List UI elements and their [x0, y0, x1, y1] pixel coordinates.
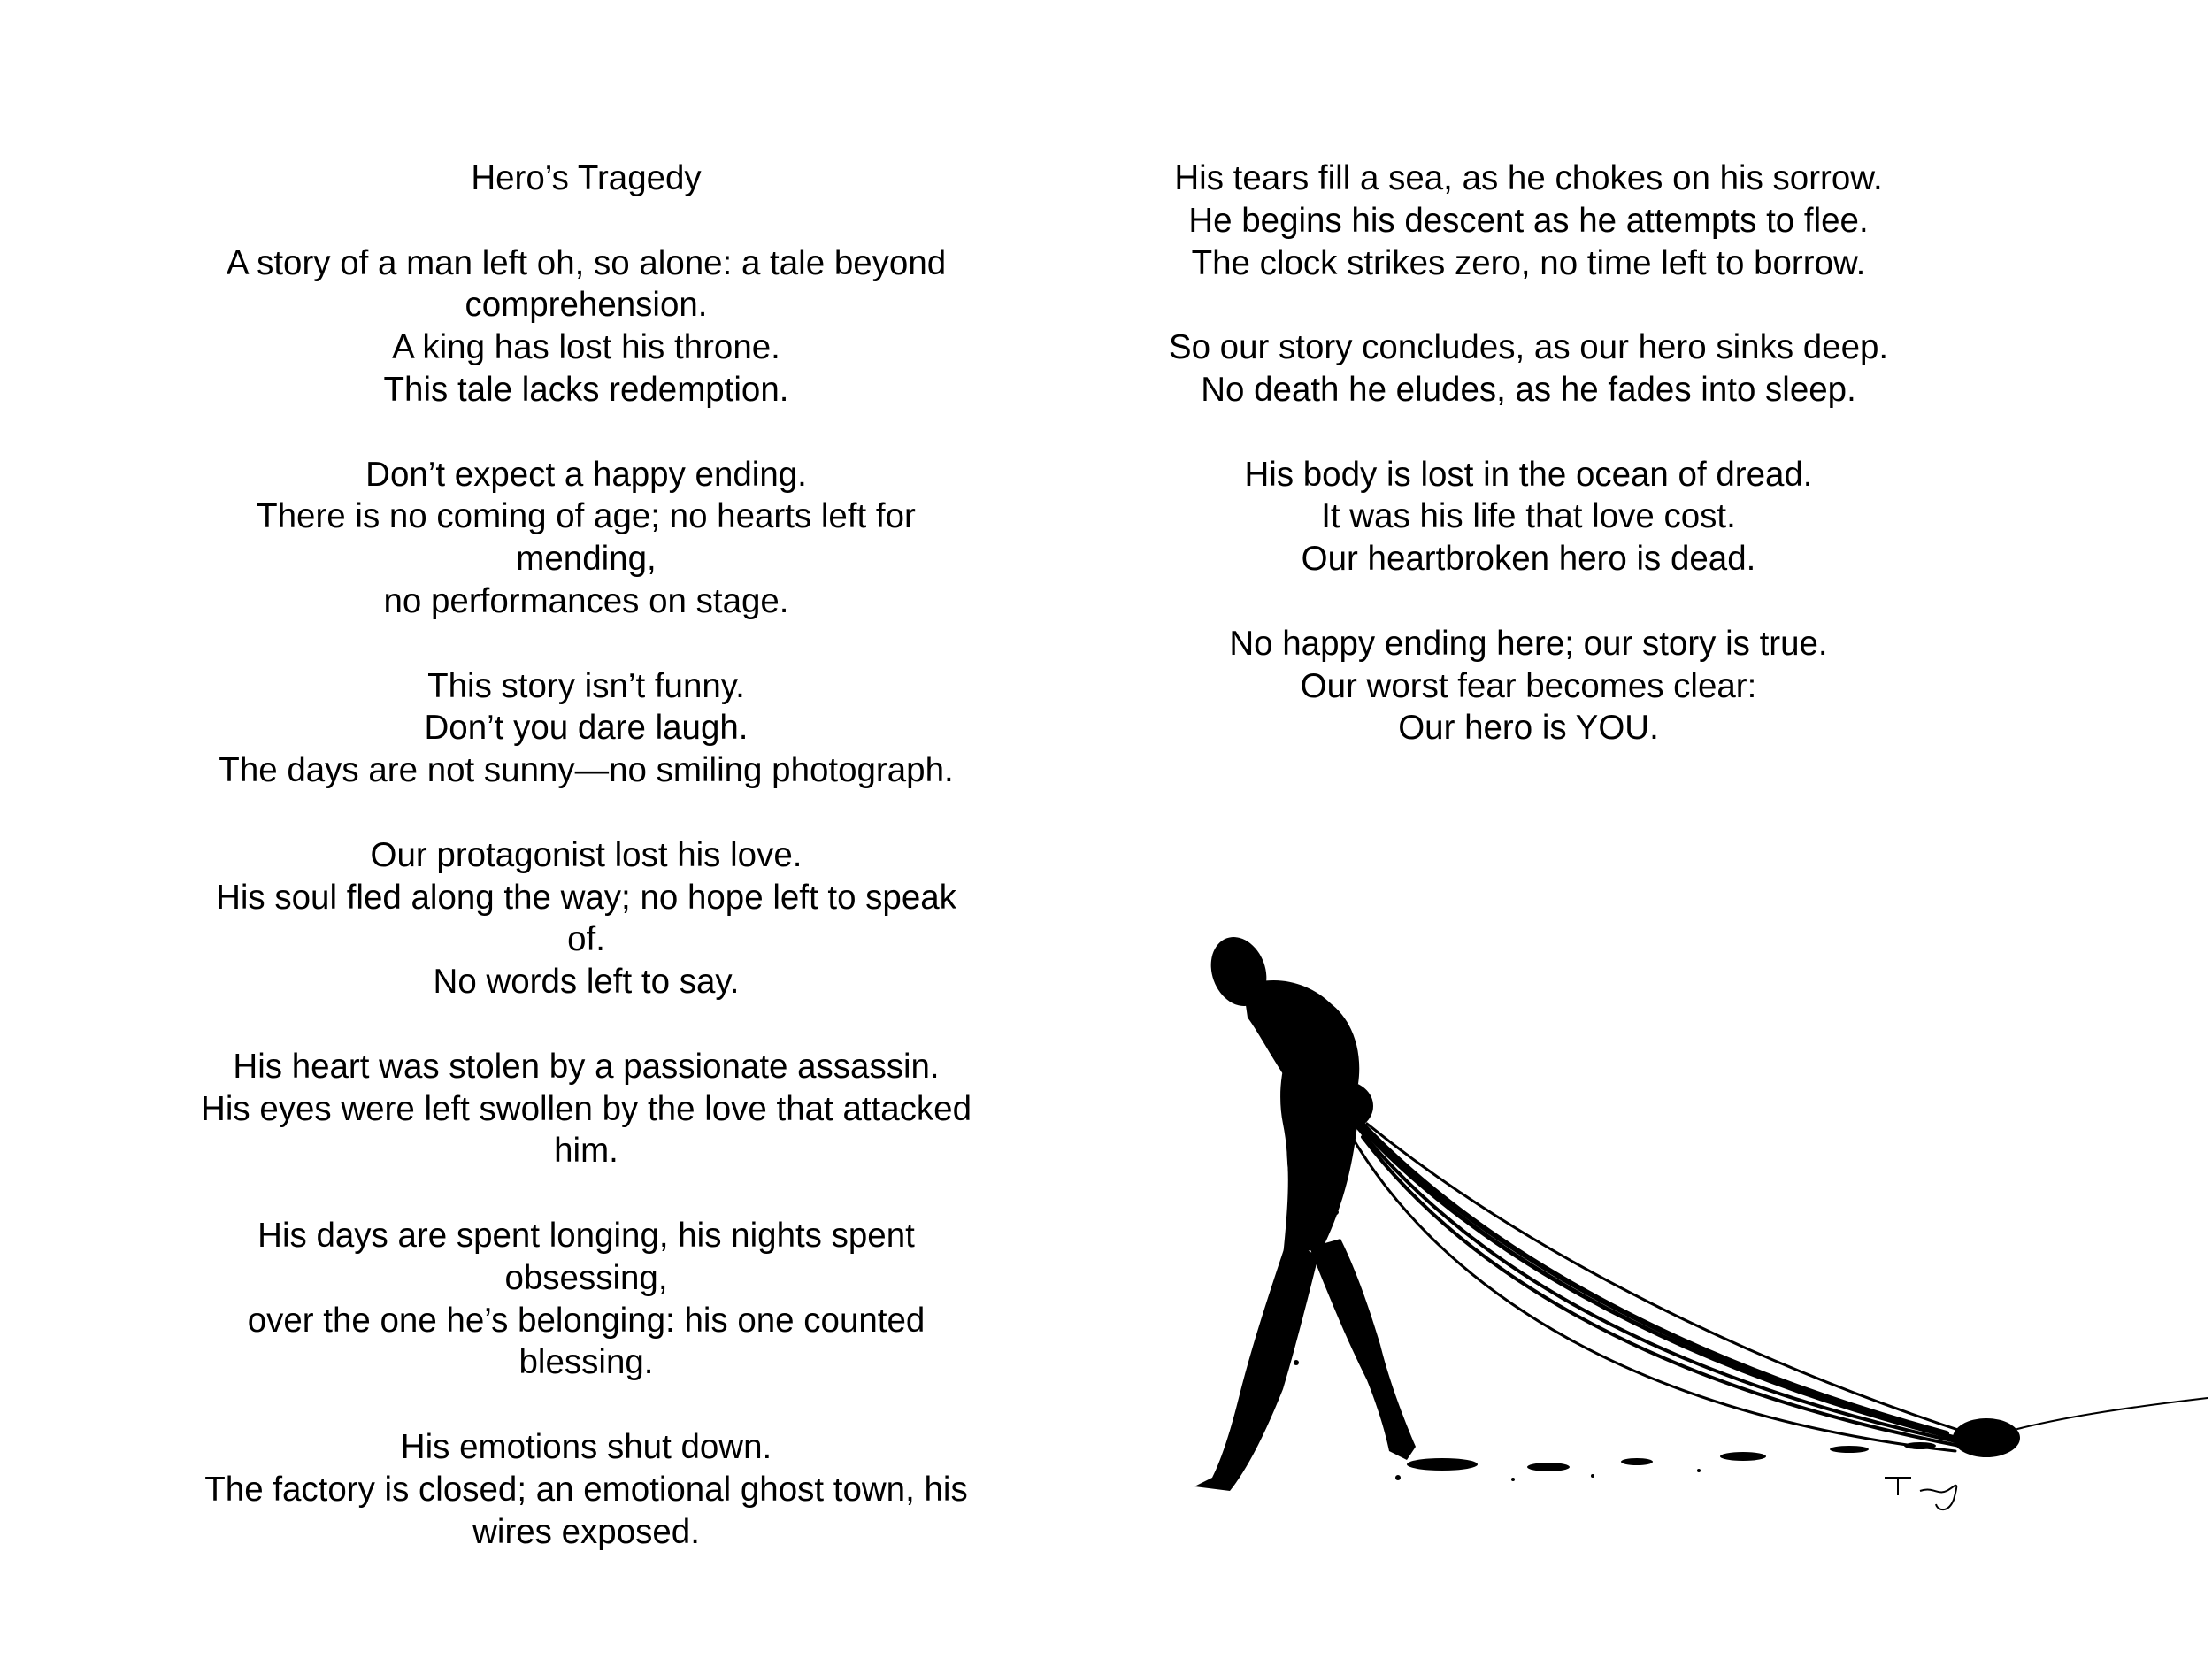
- left-stanzas: [168, 242, 1004, 1554]
- poem-line: Don’t you dare laugh.: [424, 709, 749, 748]
- poem-line: of.: [567, 920, 605, 959]
- stanza: [1110, 623, 1947, 749]
- poem-line: It was his life that love cost.: [1321, 497, 1736, 536]
- poem-title: Hero’s Tragedy: [471, 159, 702, 197]
- poem-line: His soul fled along the way; no hope left to speak: [216, 878, 956, 917]
- poem-line: A king has lost his throne.: [392, 328, 780, 367]
- poem-line: So our story concludes, as our hero sinks deep.: [1168, 328, 1889, 367]
- poem-line: him.: [554, 1132, 618, 1171]
- poem-line: His emotions shut down.: [400, 1427, 772, 1466]
- poem-line: The clock strikes zero, no time left to borrow.: [1191, 243, 1866, 282]
- poem-line: The days are not sunny—no smiling photograph.: [219, 751, 954, 790]
- stanza: [168, 454, 1004, 623]
- poem-line: comprehension.: [465, 286, 708, 325]
- stanza: [1110, 454, 1947, 580]
- poem-line: His body is lost in the ocean of dread.: [1244, 455, 1813, 494]
- stanza: [1110, 326, 1947, 411]
- poem-line: His tears fill a sea, as he chokes on his sorrow.: [1174, 159, 1883, 197]
- figure-drawing: [1177, 920, 2212, 1513]
- poem-line: A story of a man left oh, so alone: a tale beyond: [226, 243, 947, 282]
- poem-line: Don’t expect a happy ending.: [365, 455, 807, 494]
- poem-line: No words left to say.: [433, 963, 740, 1002]
- right-stanzas: [1110, 157, 1947, 749]
- artist-signature: [1885, 1478, 1956, 1509]
- stanza: [168, 1215, 1004, 1384]
- poem-line: blessing.: [518, 1343, 654, 1382]
- poem-line: wires exposed.: [472, 1512, 700, 1551]
- poem-line: Our worst fear becomes clear:: [1300, 666, 1757, 705]
- stanza: [168, 1046, 1004, 1172]
- poem-line: There is no coming of age; no hearts left for: [257, 497, 916, 536]
- poem-line: This tale lacks redemption.: [383, 370, 789, 409]
- poem-line: Our protagonist lost his love.: [370, 835, 803, 874]
- poem-line: His eyes were left swollen by the love that attacked: [201, 1089, 972, 1128]
- poem-line: His days are spent longing, his nights spent: [257, 1216, 915, 1255]
- poem-right-column: [1110, 157, 1947, 792]
- poem-line: He begins his descent as he attempts to flee.: [1188, 201, 1869, 240]
- hero-illustration: [1177, 920, 2212, 1513]
- poem-line: No happy ending here; our story is true.: [1229, 624, 1828, 663]
- poem-line: This story isn’t funny.: [427, 666, 745, 705]
- stanza: [168, 242, 1004, 411]
- poem-line: mending,: [516, 540, 657, 579]
- stanza: [168, 834, 1004, 1003]
- poem-line: over the one he’s belonging: his one counted: [247, 1301, 926, 1340]
- stanza: [168, 1426, 1004, 1553]
- poem-line: No death he eludes, as he fades into sleep.: [1201, 370, 1856, 409]
- poem-line: The factory is closed; an emotional ghost town, his: [204, 1470, 968, 1509]
- poem-line: Our heartbroken hero is dead.: [1301, 540, 1756, 579]
- poem-line: obsessing,: [504, 1258, 668, 1297]
- poem-left-column: [168, 157, 1004, 1595]
- poem-line: Our hero is YOU.: [1398, 709, 1659, 748]
- poem-line: no performances on stage.: [383, 581, 789, 620]
- stanza: [1110, 157, 1947, 284]
- poem-line: His heart was stolen by a passionate assassin.: [233, 1047, 940, 1086]
- stanza: [168, 665, 1004, 792]
